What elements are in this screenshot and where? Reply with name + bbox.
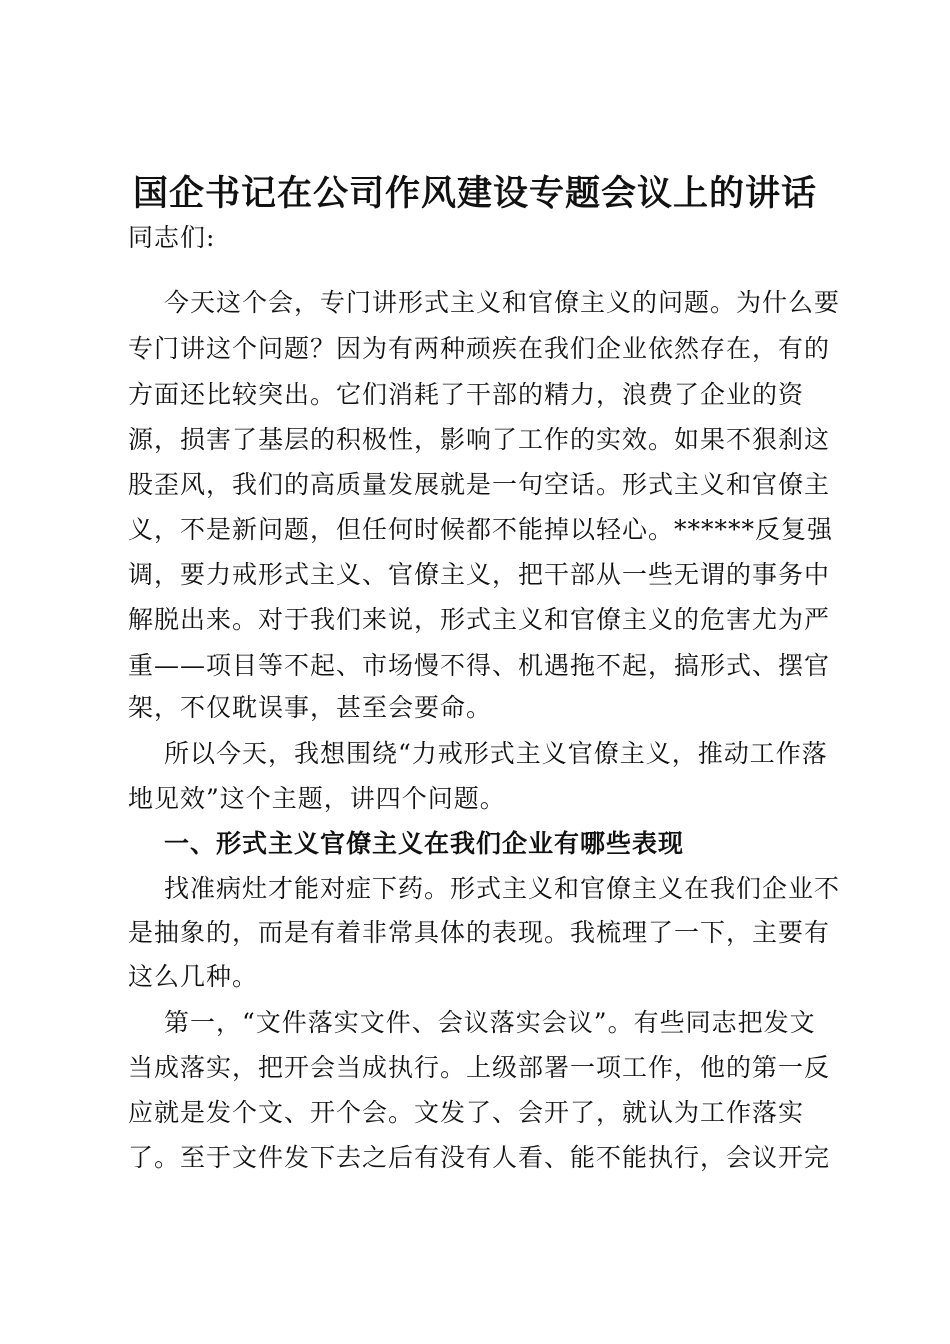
- body-line: 专门讲这个问题？因为有两种顽疾在我们企业依然存在，有的: [128, 334, 831, 363]
- body-line: 股歪风，我们的高质量发展就是一句空话。形式主义和官僚主: [128, 470, 831, 499]
- body-line: 重——项目等不起、市场慢不得、机遇拖不起，搞形式、摆官: [128, 651, 831, 680]
- body-line: 应就是发个文、开个会。文发了、会开了，就认为工作落实: [128, 1098, 805, 1127]
- body-line: 所以今天，我想围绕“力戒形式主义官僚主义，推动工作落: [164, 739, 828, 768]
- document-title: 国企书记在公司作风建设专题会议上的讲话: [132, 174, 817, 214]
- body-line: 源，损害了基层的积极性，影响了工作的实效。如果不狠刹这: [128, 425, 831, 454]
- section-heading: 一、形式主义官僚主义在我们企业有哪些表现: [164, 829, 685, 858]
- body-line: 今天这个会，专门讲形式主义和官僚主义的问题。为什么要: [164, 288, 841, 317]
- body-line: 当成落实，把开会当成执行。上级部署一项工作，他的第一反: [128, 1053, 831, 1082]
- body-line: 架，不仅耽误事，甚至会要命。: [128, 693, 493, 722]
- body-line: 了。至于文件发下去之后有没有人看、能不能执行，会议开完: [128, 1143, 831, 1172]
- body-line: 找准病灶才能对症下药。形式主义和官僚主义在我们企业不: [164, 874, 841, 903]
- body-line: 调，要力戒形式主义、官僚主义，把干部从一些无谓的事务中: [128, 560, 831, 589]
- body-line: 义，不是新问题，但任何时候都不能掉以轻心。******反复强: [128, 515, 834, 544]
- body-line: 地见效”这个主题，讲四个问题。: [128, 784, 506, 813]
- body-line: 这么几种。: [128, 962, 259, 991]
- body-line: 解脱出来。对于我们来说，形式主义和官僚主义的危害尤为严: [128, 605, 831, 634]
- salutation: 同志们:: [128, 223, 216, 252]
- body-line: 方面还比较突出。它们消耗了干部的精力，浪费了企业的资: [128, 380, 805, 409]
- body-line: 第一，“文件落实文件、会议落实会议”。有些同志把发文: [164, 1008, 816, 1037]
- body-line: 是抽象的，而是有着非常具体的表现。我梳理了一下，主要有: [128, 918, 831, 947]
